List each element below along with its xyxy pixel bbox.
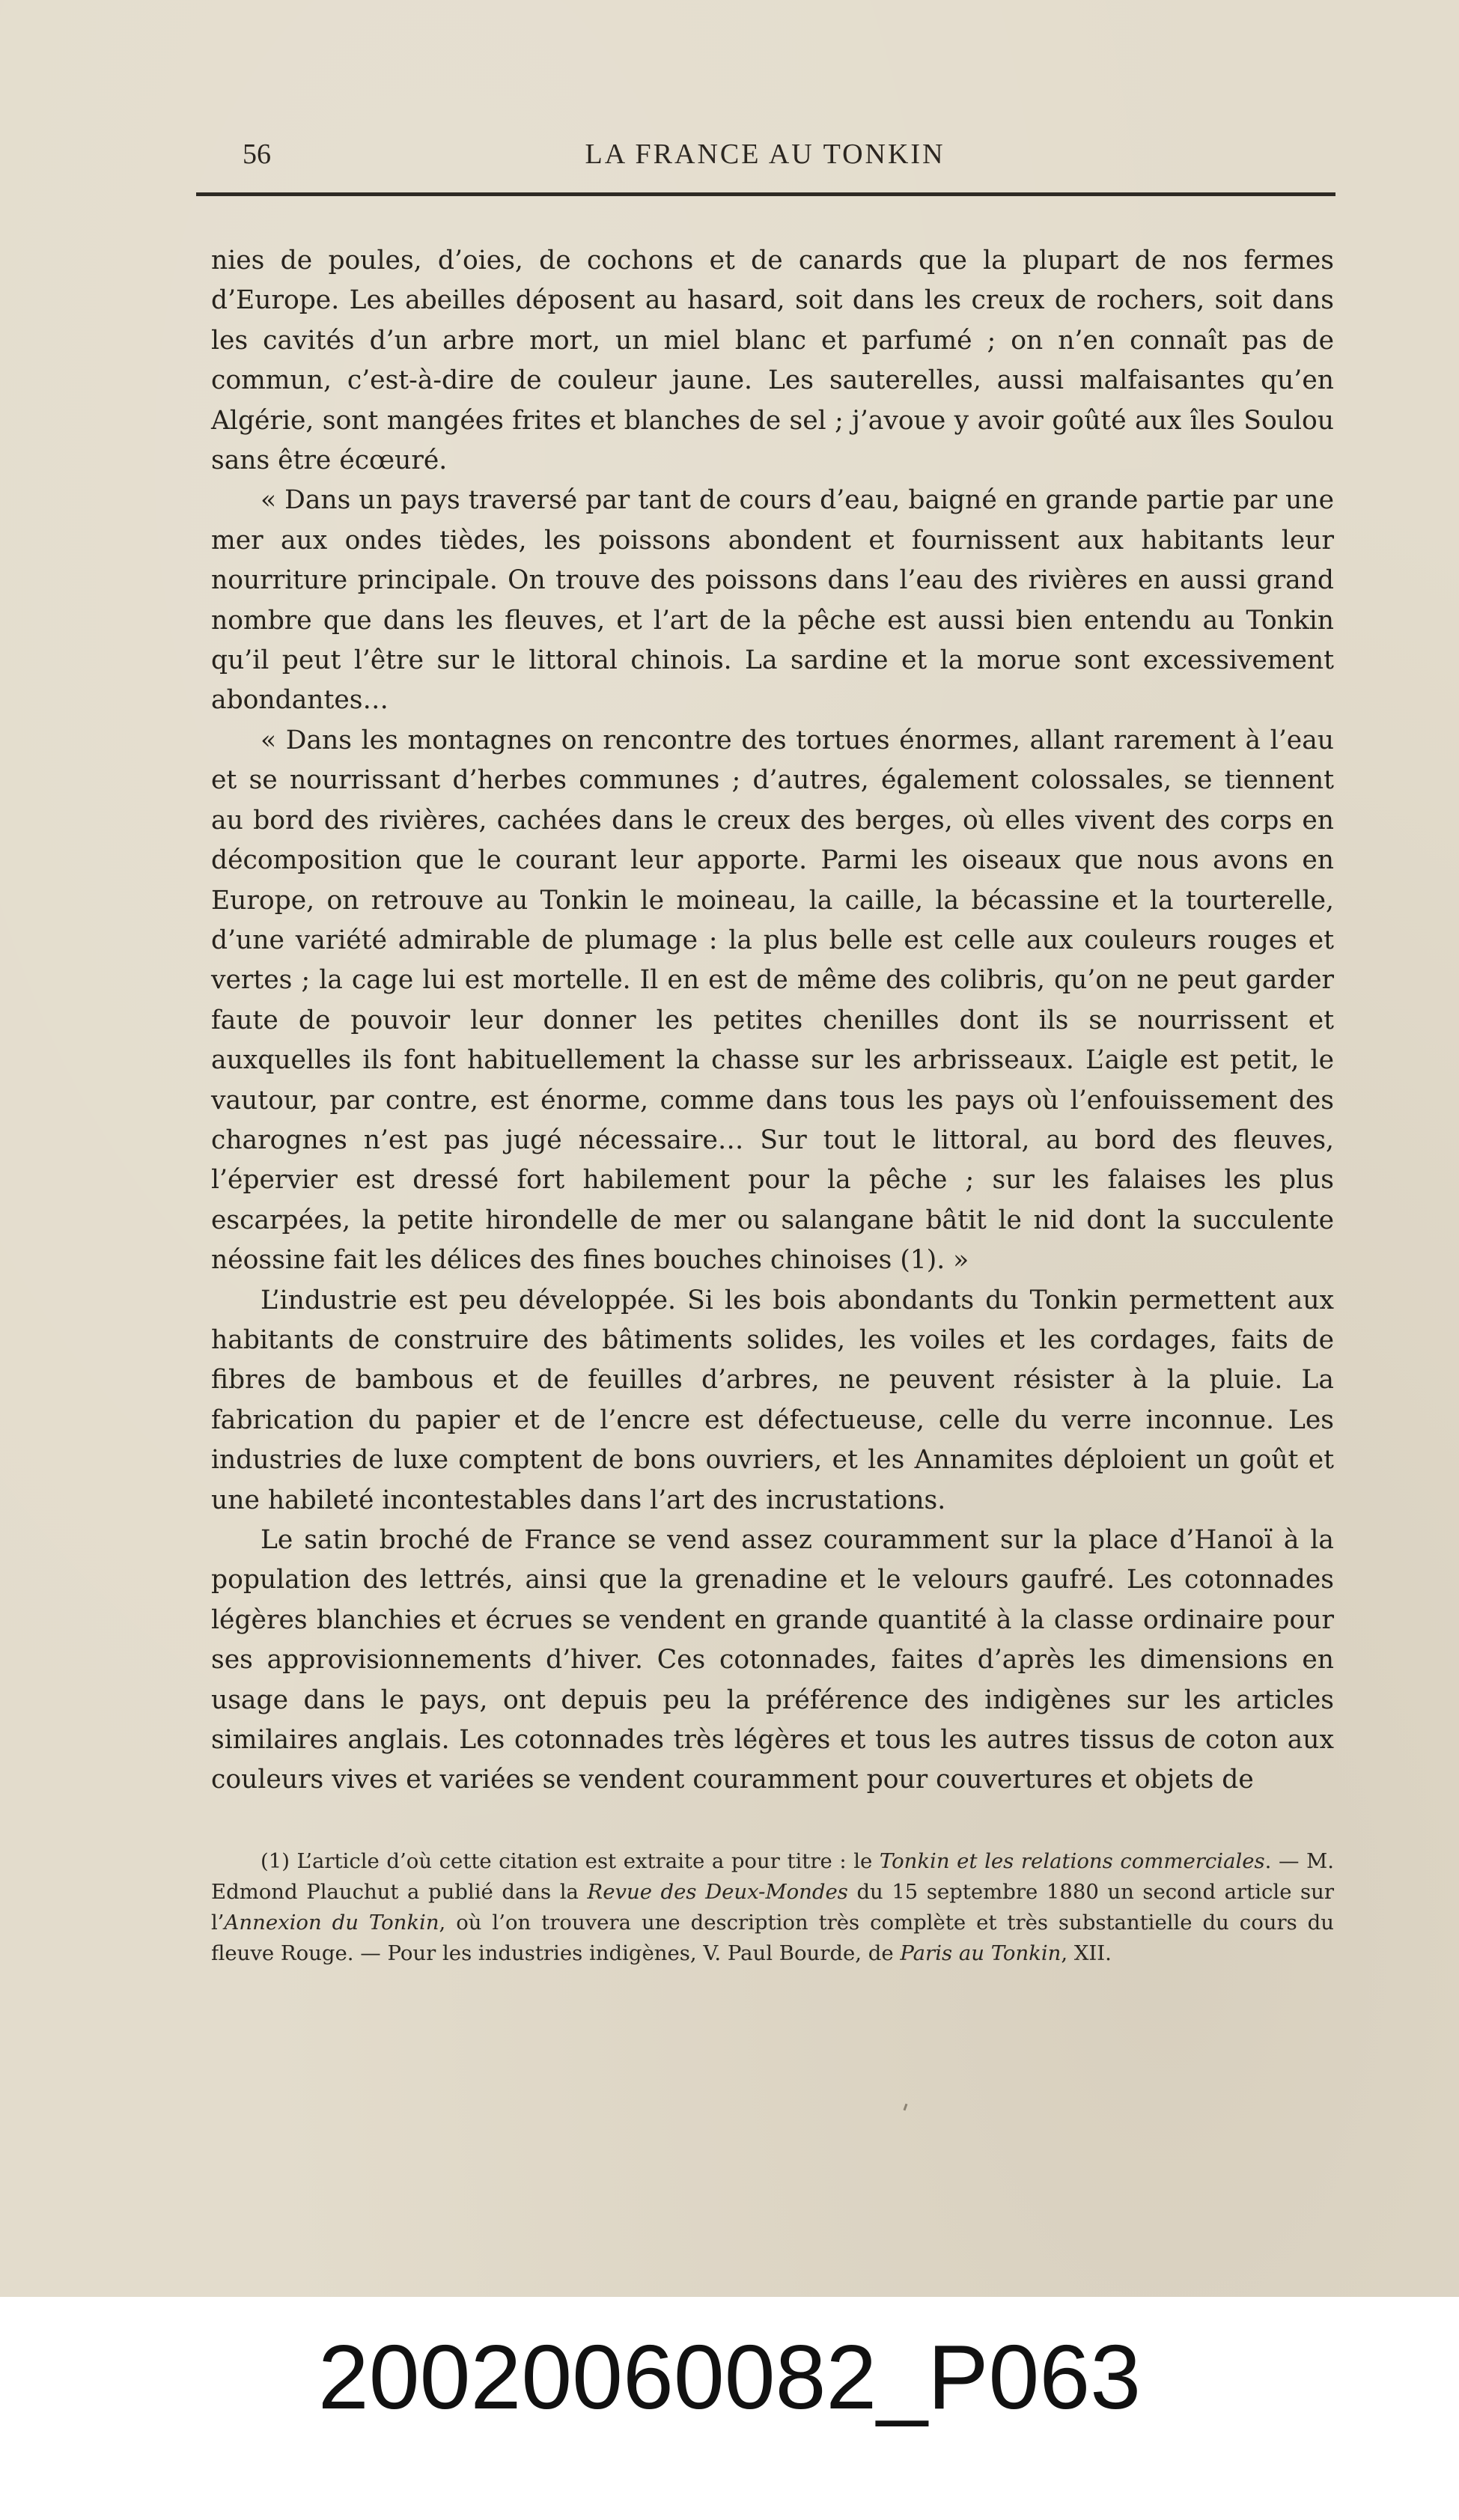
body-text xyxy=(211,241,1334,1801)
paragraph-fish: « Dans un pays traversé par tant de cours d’eau, baigné en grande partie par une mer aux ondes tièdes, les poissons abondent et fournissent aux habitants leur nourriture principale. On trouve des poissons dans l’eau des rivières en aussi grand nombre que dans les fleuves, et l’art de la pêche est aussi bien entendu au Tonkin qu’il peut l’être sur le littoral chinois. La sardine et la morue sont excessivement abondantes… xyxy=(211,485,1334,716)
paper-speck xyxy=(904,2104,908,2110)
footnote-text-4: , où l’on trouvera une description très complète et très substantielle du cours du fleuve Rouge. — Pour les industries indigènes, V. Paul Bourde, de xyxy=(211,1911,1334,1965)
footnote-title-2: Revue des Deux-Mondes xyxy=(587,1880,848,1904)
footnote-title-4: Paris au Tonkin xyxy=(900,1941,1061,1965)
footnote xyxy=(211,1846,1334,1969)
footnote-text-2: . — M. Edmond Plauchut a publié dans la xyxy=(211,1849,1335,1904)
paragraph-poultry-bees: nies de poules, d’oies, de cochons et de canards que la plupart de nos fermes d’Europe. Les abeilles déposent au hasard, soit dans les creux de rochers, soit dans les cavités d’un arbre mort, un miel blanc et parfumé ; on n’en connaît pas de commun, c’est-à-dire de couleur jaune. Les sauterelles, aussi malfaisantes qu’en Algérie, sont mangées frites et blanches de sel ; j’avoue y avoir goûté aux îles Soulou sans être écœuré. xyxy=(211,246,1334,476)
archive-label: 20020060082_P063 xyxy=(317,2326,1142,2428)
footnote-title-3: Annexion du Tonkin xyxy=(224,1911,439,1935)
running-title: LA FRANCE AU TONKIN xyxy=(585,139,945,170)
footnote-text-3: du 15 septembre 1880 un second article sur l’ xyxy=(211,1880,1334,1935)
footnote-title-1: Tonkin et les relations commerciales xyxy=(879,1849,1265,1873)
paragraph-textiles: Le satin broché de France se vend assez couramment sur la place d’Hanoï à la population des lettrés, ainsi que la grenadine et le velours gaufré. Les cotonnades légères blanchies et écrues se vendent en grande quantité à la classe ordinaire pour ses approvisionnements d’hiver. Ces cotonnades, faites d’après les dimensions en usage dans le pays, ont depuis peu la préférence des indigènes sur les articles similaires anglais. Les cotonnades très légères et tous les autres tissus de coton aux couleurs vives et variées se vendent couramment pour couvertures et objets de xyxy=(211,1525,1334,1795)
paragraph-tortoises-birds: « Dans les montagnes on rencontre des tortues énormes, allant rarement à l’eau et se nourrissant d’herbes communes ; d’autres, également colossales, se tiennent au bord des rivières, cachées dans le creux des berges, où elles vivent des corps en décomposition que le courant leur apporte. Parmi les oiseaux que nous avons en Europe, on retrouve au Tonkin le moineau, la caille, la bécassine et la tourterelle, d’une variété admirable de plumage : la plus belle est celle aux couleurs rouges et vertes ; la cage lui est mortelle. Il en est de même des colibris, qu’on ne peut garder faute de pouvoir leur donner les petites chenilles dont ils se nourrissent et auxquelles ils font habituellement la chasse sur les arbrisseaux. L’aigle est petit, le vautour, par contre, est énorme, comme dans tous les pays où l’enfouissement des charognes n’est pas jugé nécessaire… Sur tout le littoral, au bord des fleuves, l’épervier est dressé fort habilement pour la pêche ; sur les falaises les plus escarpées, la petite hirondelle de mer ou salangane bâtit le nid dont la succulente néossine fait les délices des fines bouches chinoises (1). » xyxy=(211,725,1334,1276)
footnote-text-5: , XII. xyxy=(1061,1941,1112,1965)
footnote-text-1: (1) L’article d’où cette citation est extraite a pour titre : le xyxy=(261,1849,880,1873)
page-number: 56 xyxy=(243,139,271,170)
running-head xyxy=(196,133,1334,175)
paragraph-industry: L’industrie est peu développée. Si les bois abondants du Tonkin permettent aux habitants de construire des bâtiments solides, les voiles et les cordages, faits de fibres de bambous et de feuilles d’arbres, ne peuvent résister à la pluie. La fabrication du papier et de l’encre est défectueuse, celle du verre inconnue. Les industries de luxe comptent de bons ouvriers, et les Annamites déploient un goût et une habileté incontestables dans l’art des incrustations. xyxy=(211,1285,1334,1515)
header-rule xyxy=(196,192,1335,196)
